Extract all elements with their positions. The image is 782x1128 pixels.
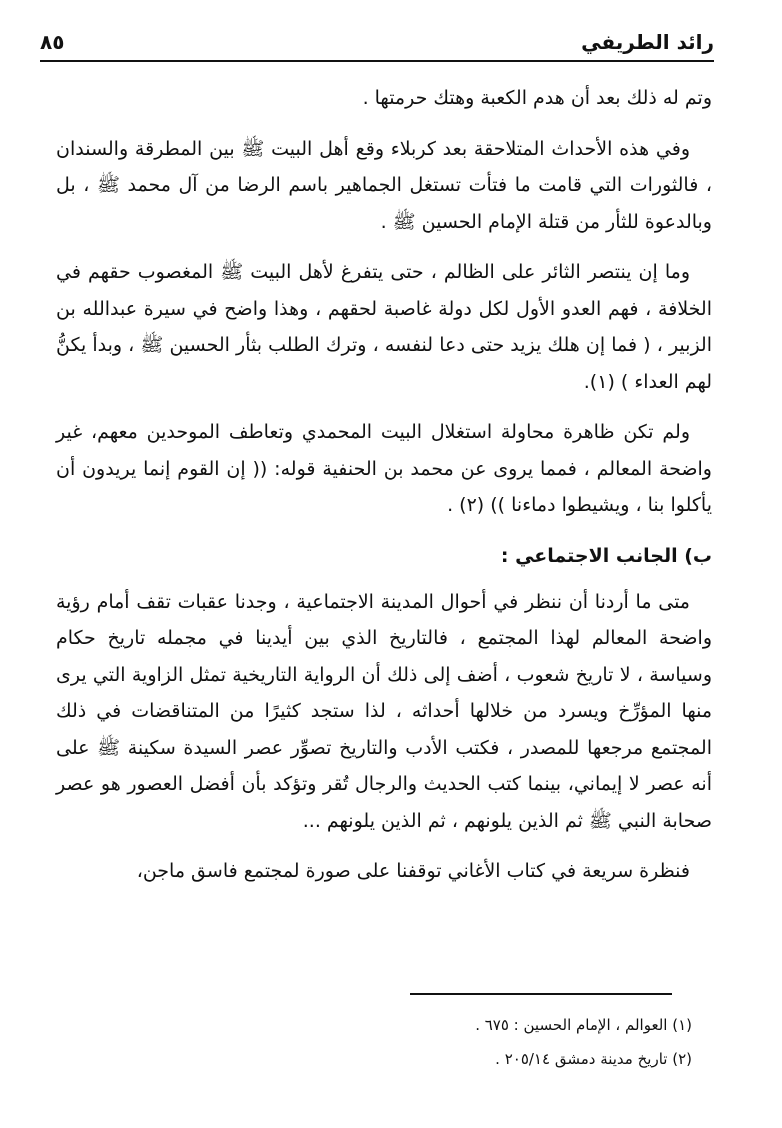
paragraph-3: وما إن ينتصر الثائر على الظالم ، حتى يتفرغ لأهل البيت ﷺ المغصوب حقهم في الخلافة ، فهم العدو الأول لكل دولة غاصبة لحقهم ، وهذا واضح في سيرة عبدالله بن الزبير ، ( فما إن هلك يزيد حتى دعا لنفسه ، وترك الطلب بثأر الحسين ﷺ ، وبدأ يكنُّ لهم العداء ) (١). [56,261,712,393]
running-head-author: رائد الطريفي [581,30,714,54]
paragraph-1: وتم له ذلك بعد أن هدم الكعبة وهتك حرمتها . [362,87,712,109]
footnote-divider [410,993,672,995]
page-body [56,80,712,904]
page-header [40,22,714,62]
footnotes [60,1008,692,1076]
paragraph-4: ولم تكن ظاهرة محاولة استغلال البيت المحمدي وتعاطف الموحدين معهم، غير واضحة المعالم ، فمما يروى عن محمد بن الحنفية قوله: (( إن القوم إنما يريدون أن يأكلوا بنا ، ويشيطوا دماءنا )) (٢) . [56,421,712,516]
footnote-1: (١) العوالم ، الإمام الحسين : ٦٧٥ . [475,1016,692,1034]
paragraph-6: فنظرة سريعة في كتاب الأغاني توقفنا على صورة لمجتمع فاسق ماجن، [136,860,690,882]
page-number: ٨٥ [40,30,65,54]
footnote-2: (٢) تاريخ مدينة دمشق ٢٠٥/١٤ . [495,1050,692,1068]
paragraph-5: متى ما أردنا أن ننظر في أحوال المدينة الاجتماعية ، وجدنا عقبات تقف أمام رؤية واضحة المعالم لهذا المجتمع ، فالتاريخ الذي بين أيدينا في مجمله تاريخ حكام وسياسة ، لا تاريخ شعوب ، أضف إلى ذلك أن الرواية التاريخية تمثل الزاوية التي يرى منها المؤرِّخ ويسرد من خلالها أحداثه ، لذا ستجد كثيرًا من المتناقضات في ذلك المجتمع مرجعها للمصدر ، فكتب الأدب والتاريخ تصوِّر عصر السيدة سكينة ﷺ على أنه عصر لا إيماني، بينما كتب الحديث والرجال تُقر وتؤكد بأن أفضل العصور هو عصر صحابة النبي ﷺ ثم الذين يلونهم ، ثم الذين يلونهم ... [56,590,712,832]
section-heading: ب) الجانب الاجتماعي : [500,544,712,567]
paragraph-2: وفي هذه الأحداث المتلاحقة بعد كربلاء وقع أهل البيت ﷺ بين المطرقة والسندان ، فالثورات التي قامت ما فتأت تستغل الجماهير باسم الرضا من آل محمد ﷺ ، بل وبالدعوة للثأر من قتلة الإمام الحسين ﷺ . [56,137,712,233]
